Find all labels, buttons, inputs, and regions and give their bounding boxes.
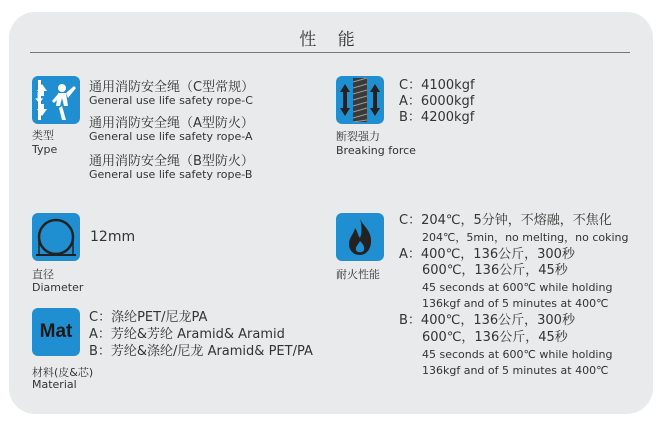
type-item-a-zh: 通用消防安全绳（A型防火） (89, 116, 254, 131)
breaking-caption-en: Breaking force (336, 144, 416, 157)
fire-b-line1: B：400℃，136公斤，300秒 (399, 313, 575, 328)
material-icon-text: Mat (39, 321, 73, 342)
type-item-c-en: General use life safety rope-C (89, 94, 253, 107)
breaking-b: B：4200kgf (399, 110, 475, 125)
fire-a-line1: A：400℃，136公斤，300秒 (399, 247, 575, 262)
fire-b-line3: 45 seconds at 600℃ while holding (422, 348, 613, 361)
fire-b-line4: 136kgf and of 5 minutes at 400℃ (422, 364, 609, 377)
diameter-value: 12mm (90, 229, 136, 245)
type-item-b-en: General use life safety rope-B (89, 168, 253, 181)
fire-c-zh: C：204℃，5分钟，不熔融，不焦化 (399, 213, 612, 228)
material-icon (32, 308, 80, 356)
title-divider (30, 52, 630, 53)
breaking-caption-zh: 断裂强力 (336, 130, 380, 143)
fire-a-line3: 45 seconds at 600℃ while holding (422, 281, 613, 294)
fire-a-line2: 600℃，136公斤，45秒 (422, 263, 568, 278)
type-item-b-zh: 通用消防安全绳（B型防火） (89, 154, 254, 169)
type-caption-zh: 类型 (32, 129, 54, 142)
type-item-c-zh: 通用消防安全绳（C型常规） (89, 80, 255, 95)
diameter-caption-en: Diameter (32, 281, 84, 294)
material-caption-zh: 材料(皮&芯) (32, 366, 94, 379)
fire-c-en: 204℃，5min，no melting，no coking (422, 231, 629, 244)
diameter-icon (32, 213, 80, 261)
breaking-c: C：4100kgf (399, 78, 475, 93)
fire-b-line2: 600℃，136公斤，45秒 (422, 330, 568, 345)
material-a: A：芳纶&芳纶 Aramid& Aramid (89, 327, 285, 342)
material-b: B：芳纶&涤纶/尼龙 Aramid& PET/PA (89, 344, 313, 359)
section-title: 性 能 (299, 30, 363, 50)
climber-icon (32, 76, 80, 124)
fire-a-line4: 136kgf and of 5 minutes at 400℃ (422, 297, 609, 310)
rope-strength-icon (336, 76, 384, 124)
fire-caption-zh: 耐火性能 (336, 268, 380, 281)
diameter-caption-zh: 直径 (32, 268, 54, 281)
material-c: C：涤纶PET/尼龙PA (89, 310, 208, 325)
type-item-a-en: General use life safety rope-A (89, 130, 253, 143)
type-caption-en: Type (32, 143, 58, 156)
material-caption-en: Material (32, 378, 77, 391)
breaking-a: A：6000kgf (399, 94, 475, 109)
flame-icon (336, 213, 384, 261)
spec-panel (9, 12, 653, 414)
